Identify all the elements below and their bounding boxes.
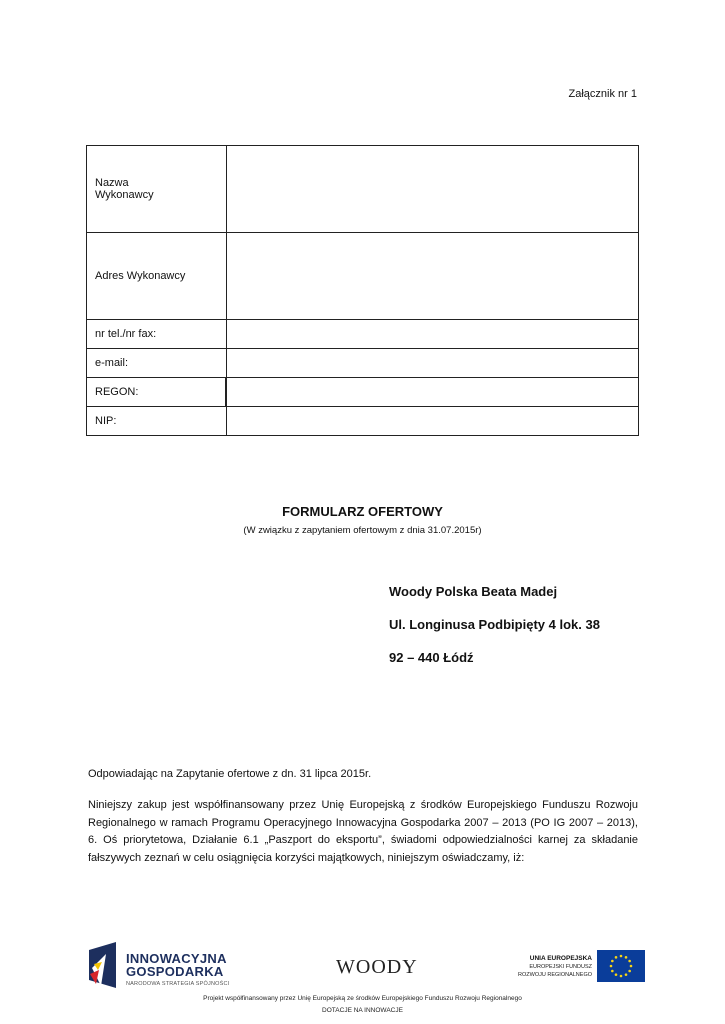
eu-star-icon: [628, 960, 631, 963]
eu-star-icon: [628, 970, 631, 973]
woody-logo: WOODY: [336, 956, 418, 978]
regon-field[interactable]: [226, 378, 639, 407]
contractor-address-field[interactable]: [226, 233, 639, 320]
table-row: [87, 233, 639, 320]
contractor-name-label-line2: Wykonawcy: [95, 189, 154, 201]
form-subtitle: (W związku z zapytaniem ofertowym z dnia 31.07.2015r): [243, 525, 482, 536]
regon-label: REGON:: [87, 378, 227, 407]
cofinancing-note: Projekt współfinansowany przez Unię Europejską ze środków Europejskiego Funduszu Rozwoju Regionalnego: [203, 995, 522, 1002]
contractor-name-label-line1: Nazwa: [95, 177, 129, 189]
attachment-number: Załącznik nr 1: [568, 88, 637, 100]
table-row: [87, 146, 639, 233]
table-row: [87, 378, 639, 407]
nip-label: NIP:: [87, 407, 227, 436]
ig-logo-line1: INNOWACYJNA: [126, 951, 227, 966]
eu-star-icon: [615, 956, 618, 959]
intro-line: Odpowiadając na Zapytanie ofertowe z dn. 31 lipca 2015r.: [88, 768, 372, 780]
ig-logo-line3: NARODOWA STRATEGIA SPÓJNOŚCI: [126, 981, 230, 987]
eu-star-icon: [615, 973, 618, 976]
eu-star-icon: [620, 955, 623, 958]
email-label: e-mail:: [87, 349, 227, 378]
eu-star-icon: [625, 956, 628, 959]
eu-star-icon: [620, 975, 623, 978]
contractor-name-label: [87, 146, 227, 233]
phone-fax-field[interactable]: [226, 320, 639, 349]
table-row: [87, 407, 639, 436]
eu-star-icon: [630, 965, 633, 968]
eu-star-icon: [610, 965, 613, 968]
recipient-city: 92 – 440 Łódź: [389, 650, 474, 665]
eu-logo-line2: EUROPEJSKI FUNDUSZ: [529, 964, 592, 970]
innovative-economy-logo-text: [126, 952, 229, 991]
eu-star-icon: [611, 960, 614, 963]
contractor-address-label: Adres Wykonawcy: [87, 233, 227, 320]
eu-logo-text: [518, 955, 592, 979]
table-row: [87, 349, 639, 378]
contractor-details-table: [86, 145, 639, 436]
declaration-paragraph: Niniejszy zakup jest współfinansowany przez Unię Europejską z środków Europejskiego Funduszu Rozwoju Regionalnego w ramach Programu Operacyjnego Innowacyjna Gospodarka 2007 – 2013 (PO IG 2007 – 2013), 6. Oś priorytetowa, Działanie 6.1 „Paszport do eksportu”, świadomi odpowiedzialności karnej za składanie fałszywych zeznań w celu osiągnięcia korzyści majątkowych, niniejszym oświadczamy, iż:: [88, 799, 638, 864]
recipient-name: Woody Polska Beata Madej: [389, 584, 558, 599]
eu-logo-line3: ROZWOJU REGIONALNEGO: [518, 972, 592, 978]
form-title: FORMULARZ OFERTOWY: [282, 504, 443, 519]
eu-star-icon: [625, 973, 628, 976]
phone-fax-label: nr tel./nr fax:: [87, 320, 227, 349]
recipient-street: Ul. Longinusa Podbipięty 4 lok. 38: [389, 617, 600, 632]
ig-logo-line2: GOSPODARKA: [126, 964, 224, 979]
table-row: [87, 320, 639, 349]
nip-field[interactable]: [226, 407, 639, 436]
eu-logo-line1: UNIA EUROPEJSKA: [529, 955, 592, 962]
eu-star-icon: [611, 970, 614, 973]
program-note: DOTACJE NA INNOWACJE: [322, 1007, 403, 1014]
contractor-name-field[interactable]: [226, 146, 639, 233]
email-field[interactable]: [226, 349, 639, 378]
eu-flag-icon: [597, 950, 645, 982]
innovative-economy-logo-icon: [86, 940, 124, 990]
